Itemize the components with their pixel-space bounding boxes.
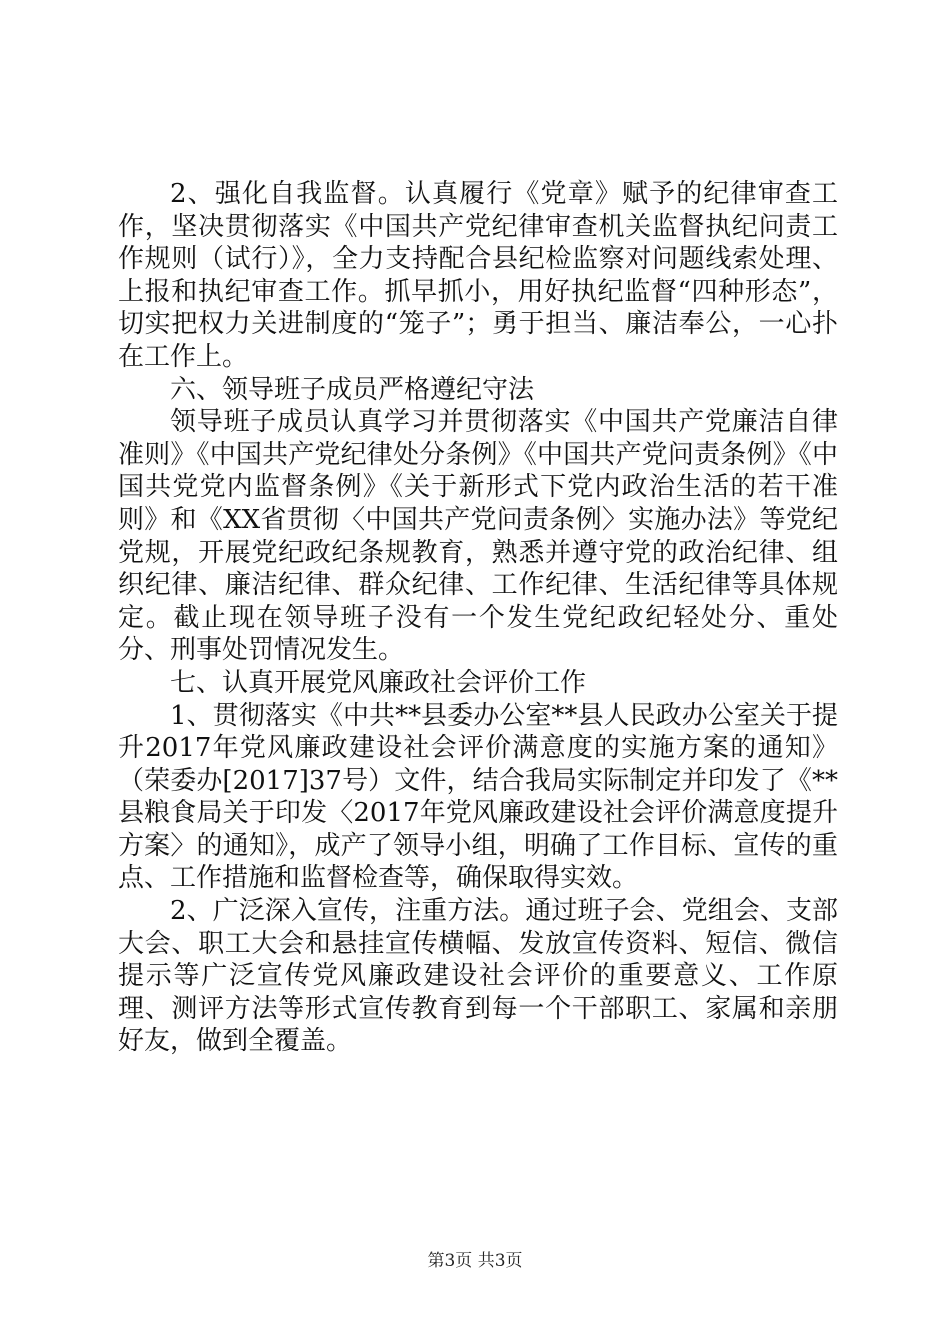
paragraph-implementation-plan: 1、贯彻落实《中共**县委办公室**县人民政办公室关于提升2017年党风廉政建设社会评价满意度的实施方案的通知》（荣委办[2017]37号）文件，结合我局实际制定并印发了《**县粮食局关于印发〈2017年党风廉政建设社会评价满意度提升方案〉的通知》，成产了领导小组，明确了工作目标、宣传的重点、工作措施和监督检查等，确保取得实效。 bbox=[118, 700, 838, 894]
paragraph-leadership-discipline: 领导班子成员认真学习并贯彻落实《中国共产党廉洁自律准则》《中国共产党纪律处分条例》《中国共产党问责条例》《中国共党党内监督条例》《关于新形式下党内政治生活的若干准则》和《XX省贯彻〈中国共产党问责条例〉实施办法》等党纪党规，开展党纪政纪条规教育，熟悉并遵守党的政治纪律、组织纪律、廉洁纪律、群众纪律、工作纪律、生活纪律等具体规定。截止现在领导班子没有一个发生党纪政纪轻处分、重处分、刑事处罚情况发生。 bbox=[118, 407, 838, 666]
section-heading-seven: 七、认真开展党风廉政社会评价工作 bbox=[170, 667, 587, 698]
section-heading-six: 六、领导班子成员严格遵纪守法 bbox=[170, 374, 535, 405]
paragraph-self-supervision: 2、强化自我监督。认真履行《党章》赋予的纪律审查工作，坚决贯彻落实《中国共产党纪律审查机关监督执纪问责工作规则（试行）》，全力支持配合县纪检监察对问题线索处理、上报和执纪审查工作。抓早抓小，用好执纪监督“四种形态”，切实把权力关进制度的“笼子”；勇于担当、廉洁奉公，一心扑在工作上。 bbox=[118, 179, 838, 372]
document-body bbox=[118, 178, 838, 1058]
paragraph-publicity: 2、广泛深入宣传，注重方法。通过班子会、党组会、支部大会、职工大会和悬挂宣传横幅、发放宣传资料、短信、微信提示等广泛宣传党风廉政建设社会评价的重要意义、工作原理、测评方法等形式宣传教育到每一个干部职工、家属和亲朋好友，做到全覆盖。 bbox=[118, 896, 838, 1057]
page-number-footer: 第3页 共3页 bbox=[427, 1251, 523, 1271]
